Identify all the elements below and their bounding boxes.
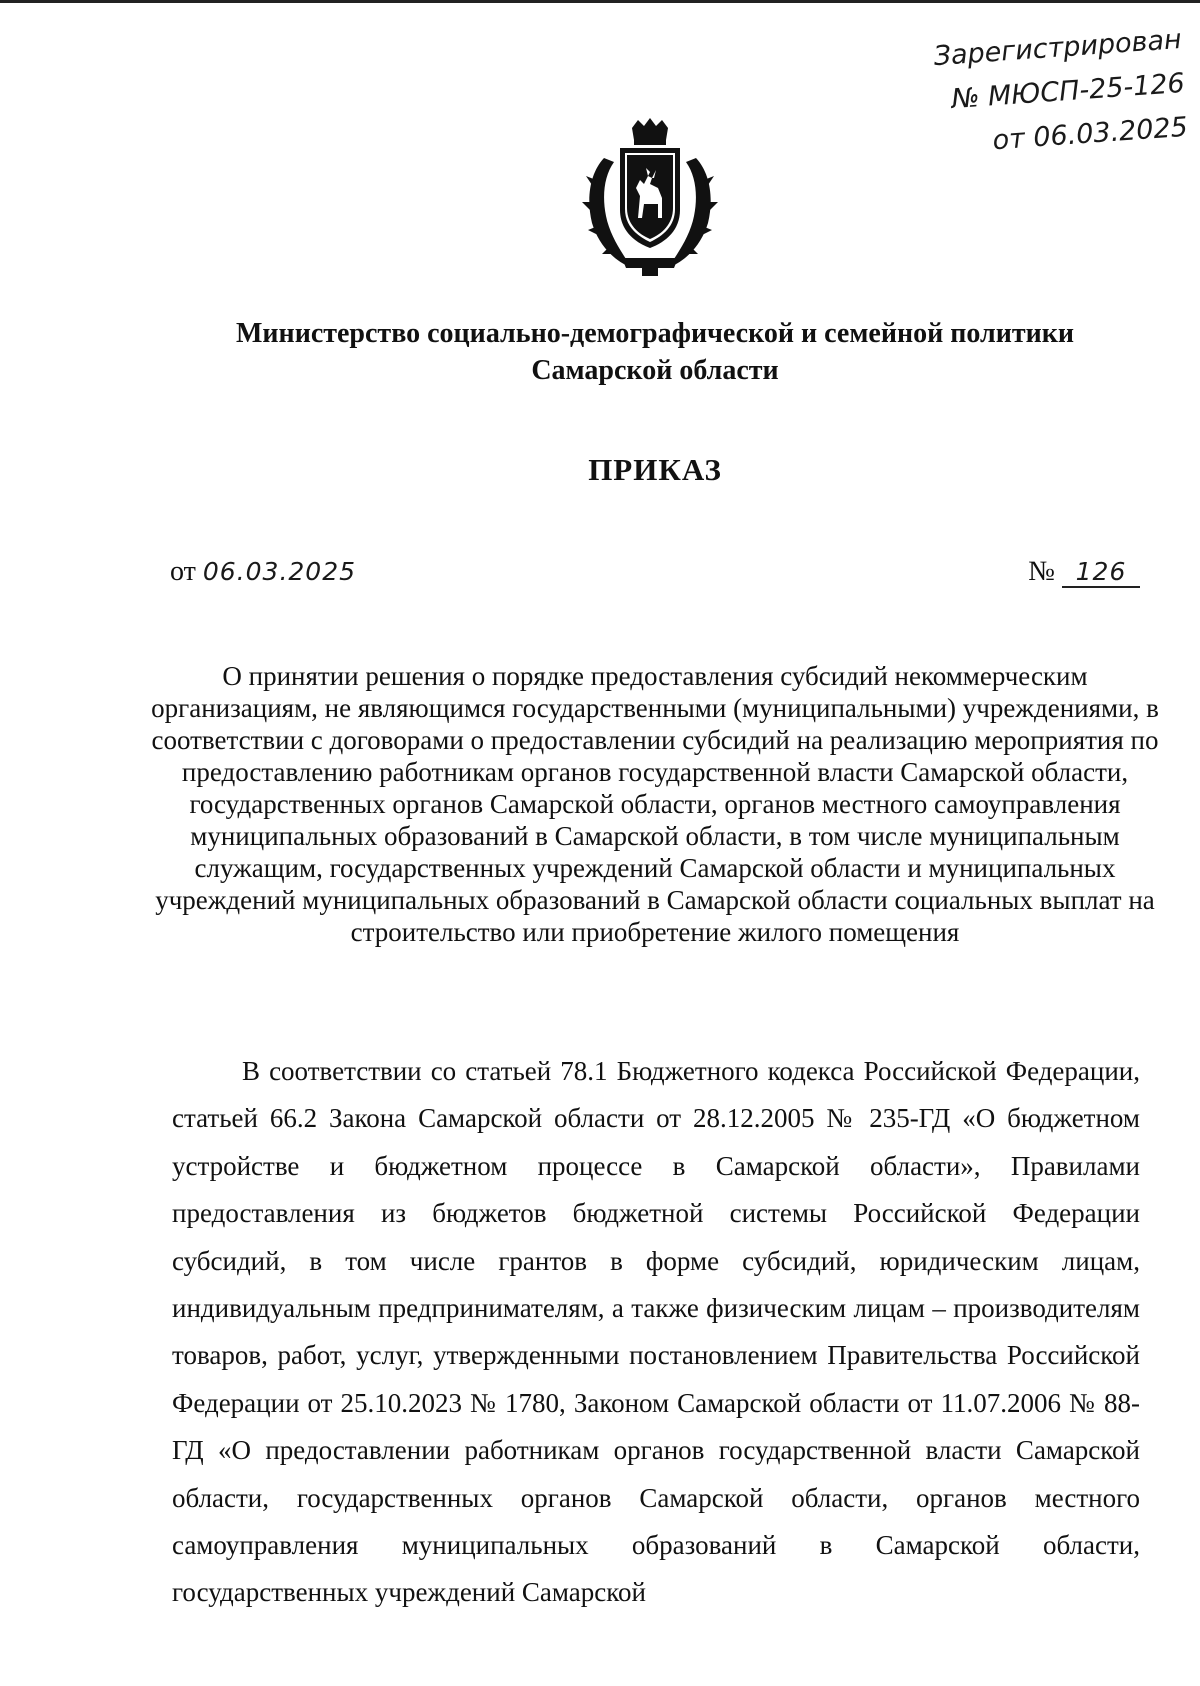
date-value: 06.03.2025 (202, 557, 357, 586)
document-title: ПРИКАЗ (588, 452, 722, 487)
order-subject: О принятии решения о порядке предоставления субсидий некоммерческим организациям, не являющимся государственными (муниципальными) учреждениями, в соответствии с договорами о предоставлении субсидий на реализацию мероприятия по предоставлению работникам органов государственной власти Самарской области, государственных органов Самарской области, органов местного самоуправления муниципальных образований в Самарской области, в том числе муниципальным служащим, государственных учреждений Самарской области и муниципальных учреждений муниципальных образований в Самарской области социальных выплат на строительство или приобретение жилого помещения (151, 661, 1159, 947)
scan-top-edge (0, 0, 1200, 3)
coat-of-arms-icon (582, 118, 718, 278)
ministry-name (0, 315, 1200, 389)
order-number (1028, 556, 1140, 588)
stamp-line-1: Зарегистрирован (932, 23, 1183, 73)
date-prefix: от (170, 556, 196, 587)
number-prefix: № (1028, 556, 1055, 587)
body-paragraph: В соответствии со статьей 78.1 Бюджетного кодекса Российской Федерации, статьей 66.2 Закона Самарской области от 28.12.2005 № 235-ГД «О бюджетном устройстве и бюджетном процессе в Самарской области», Правилами предоставления из бюджетов бюджетной системы Российской Федерации субсидий, в том числе грантов в форме субсидий, юридическим лицам, индивидуальным предпринимателям, а также физическим лицам – производителям товаров, работ, услуг, утвержденными постановлением Правительства Российской Федерации от 25.10.2023 № 1780, Законом Самарской области от 11.07.2006 № 88-ГД «О предоставлении работникам органов государственной власти Самарской области, государственных органов Самарской области, органов местного самоуправления муниципальных образований в Самарской области, государственных учреждений Самарской (172, 1056, 1140, 1608)
ministry-name-line-2: Самарской области (531, 355, 779, 386)
number-value: 126 (1062, 557, 1140, 588)
registration-stamp (921, 18, 1190, 168)
stamp-line-2: № МЮСП-25-126 (950, 67, 1186, 116)
order-date (170, 556, 356, 588)
ministry-name-line-1: Министерство социально-демографической и семейной политики (236, 318, 1074, 349)
stamp-line-3: от 06.03.2025 (991, 111, 1189, 157)
